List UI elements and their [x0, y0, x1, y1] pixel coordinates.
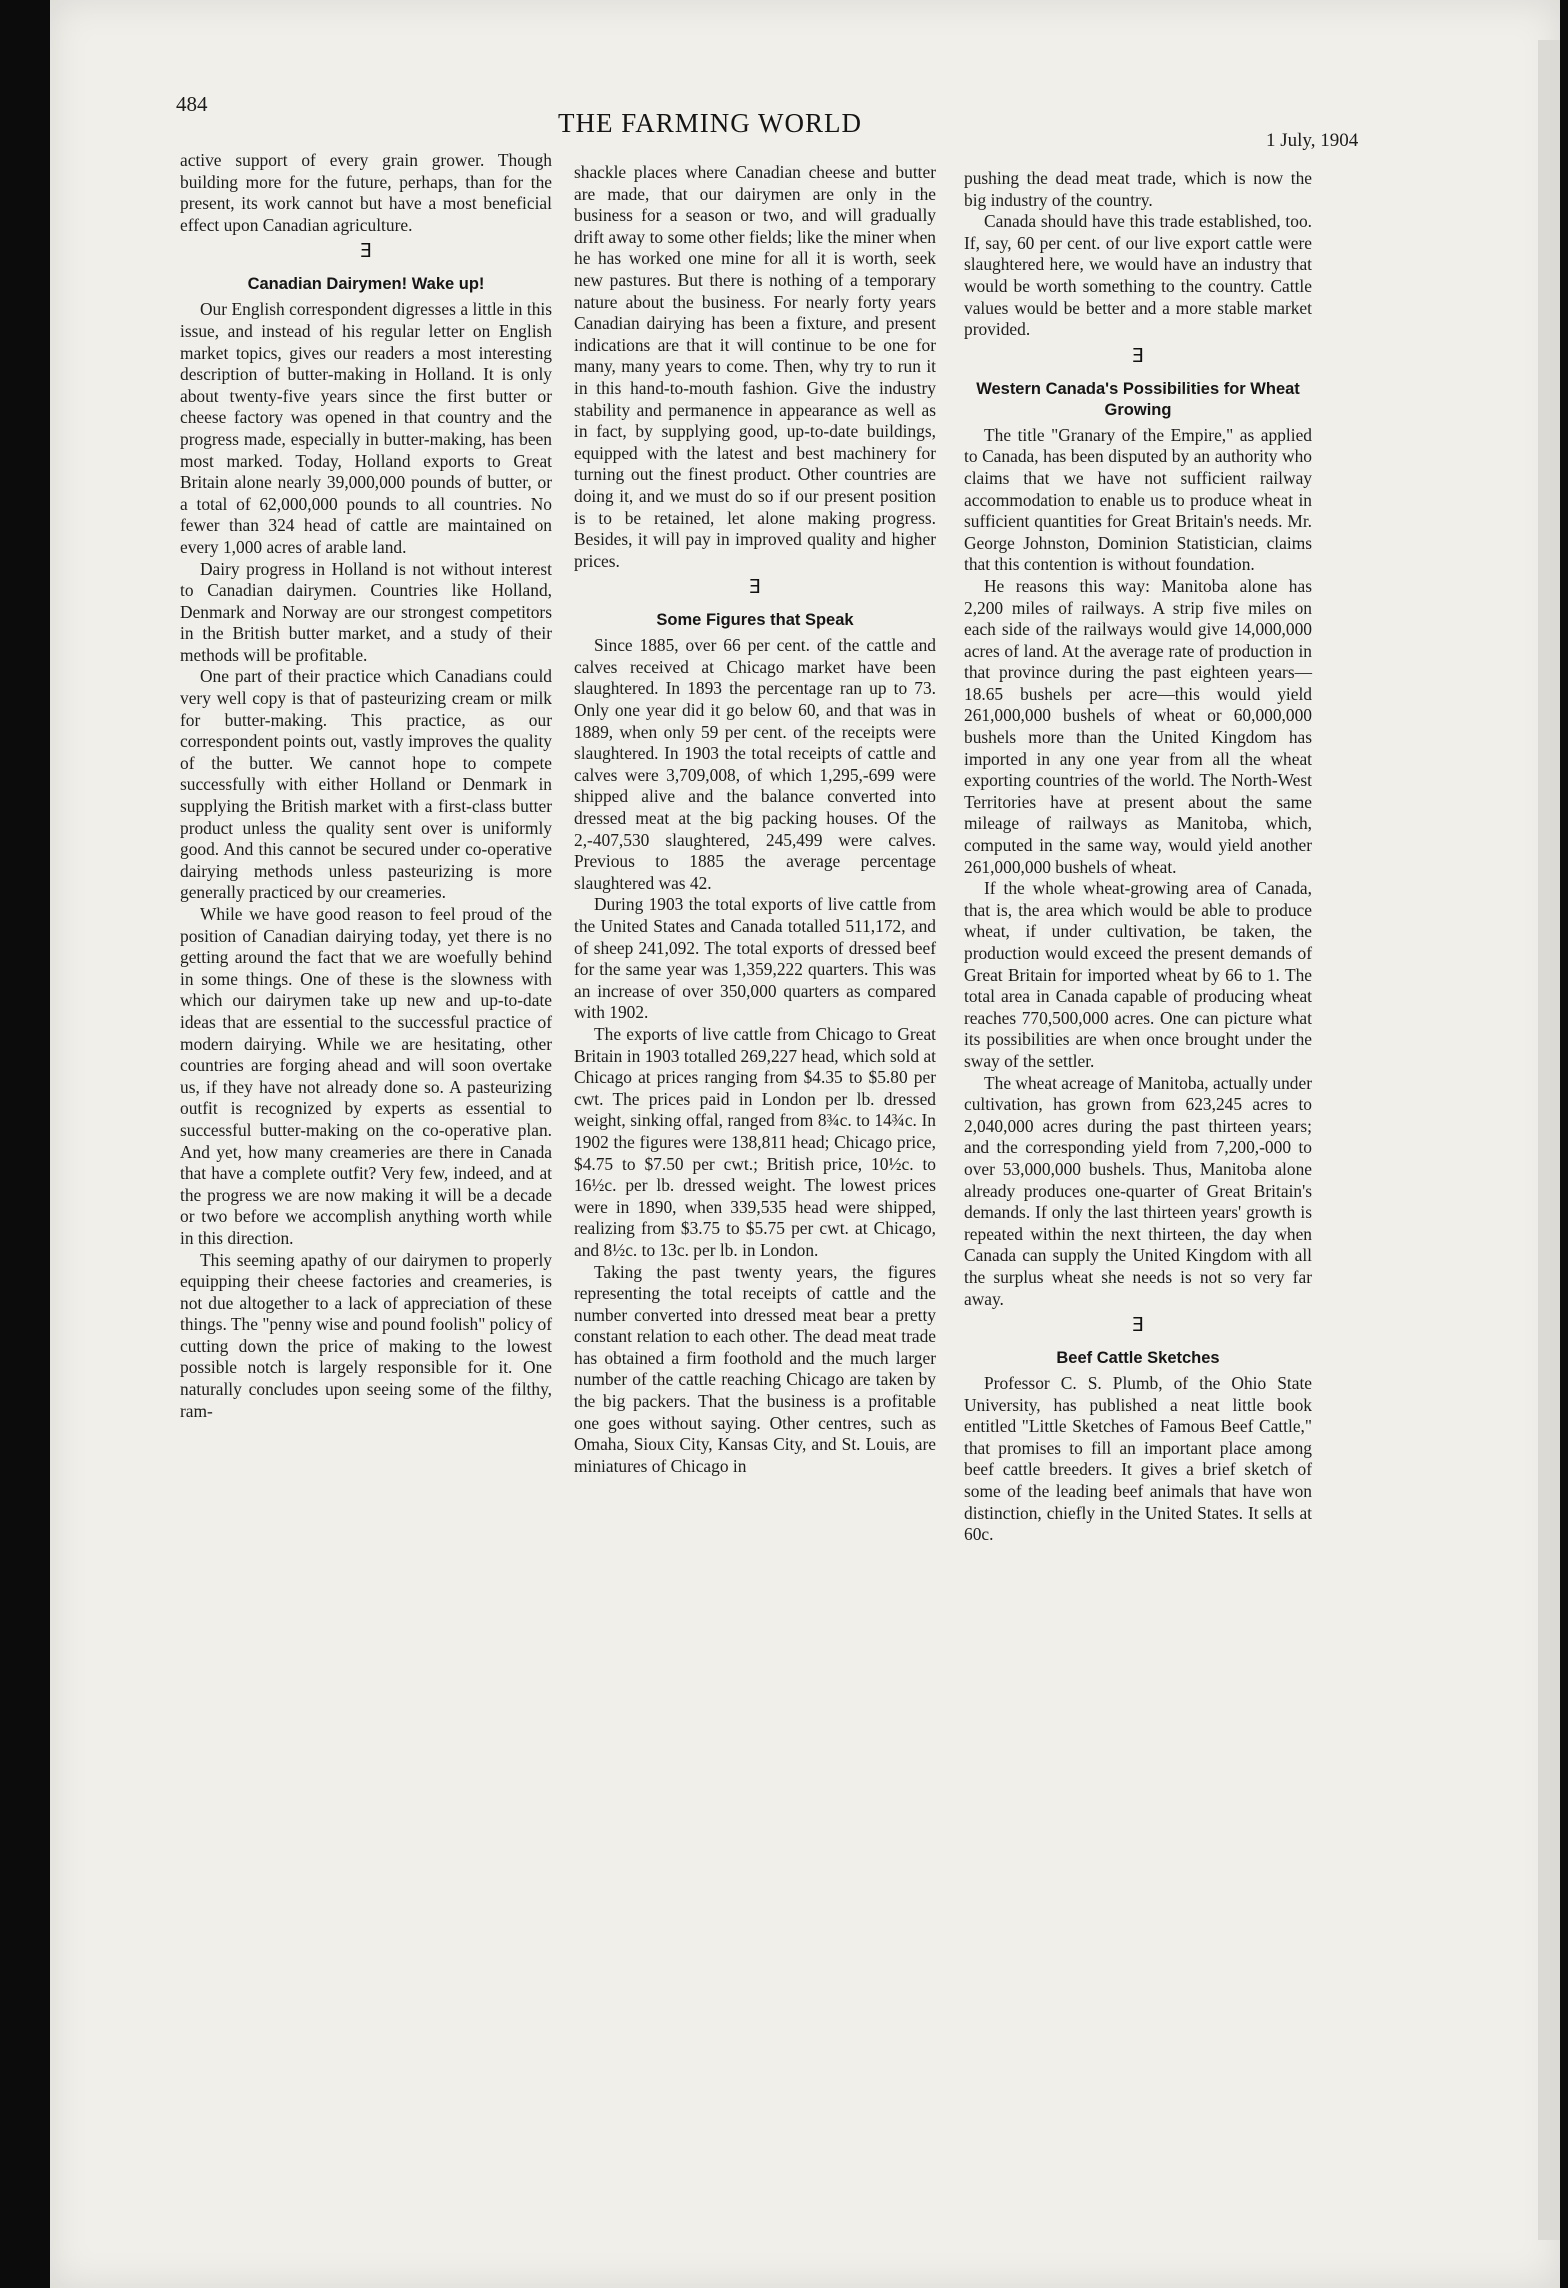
paragraph: While we have good reason to feel proud of the position of Canadian dairying today, yet there is no getting around the fact that we are woefully behind in some things. One of these is the slowness with which our dairymen take up new and up-to-date ideas that are essential to the successful practice of modern dairying. While we are hesitating, other countries are forging ahead and will soon overtake us, if they have not already done so. A pasteurizing outfit is recognized by experts as essential to successful butter-making on the co-operative plan. And yet, how many creameries are there in Canada that have a complete outfit? Very few, indeed, and at the progress we are now making it will be a decade or two before we accomplish anything worth while in this direction.	[180, 904, 552, 1248]
masthead: THE FARMING WORLD	[558, 108, 862, 138]
paragraph: Since 1885, over 66 per cent. of the cattle and calves received at Chicago market have been slaughtered. In 1893 the percentage ran up to 73. Only one year did it go below 60, and that was in 1889, when only 59 per cent. of the receipts were slaughtered. In 1903 the total receipts of cattle and calves were 3,709,008, of which 1,295,-699 were shipped alive and the balance converted into dressed meat at the big packing houses. Of the 2,-407,530 slaughtered, 245,499 were calves. Previous to 1885 the average percentage slaughtered was 42.	[574, 635, 936, 893]
paragraph: The title "Granary of the Empire," as applied to Canada, has been disputed by an authority who claims that we have not sufficient railway accommodation to enable us to produce wheat in sufficient quantities for Great Britain's needs. Mr. George Johnston, Dominion Statistician, claims that this contention is without foundation.	[964, 424, 1312, 575]
paragraph: If the whole wheat-growing area of Canada, that is, the area which would be able to produce wheat, if under cultivation, be taken, the production would exceed the present demands of Great Britain for imported wheat by 66 to 1. The total area in Canada capable of producing wheat reaches 770,500,000 acres. One can picture what its possibilities are when once brought under the sway of the settler.	[964, 878, 1312, 1071]
section-ornament-icon: ⴺ	[359, 241, 372, 263]
paragraph: One part of their practice which Canadians could very well copy is that of pasteurizing cream or milk for butter-making. This practice, as our correspondent points out, vastly improves the quality of the butter. We cannot hope to compete successfully with either Holland or Denmark in supplying the British market with a first-class butter product unless the quality sent over is uniformly good. And this cannot be secured under co-operative dairying methods unless pasteurizing is more generally practiced by our creameries.	[180, 666, 552, 903]
column-2	[574, 162, 936, 1477]
paragraph: The wheat acreage of Manitoba, actually under cultivation, has grown from 623,245 acres to 2,040,000 acres during the past thirteen years; and the corresponding yield from 7,200,-000 to over 53,000,000 bushels. Thus, Manitoba alone already produces one-quarter of Great Britain's demands. If only the last thirteen years' growth is repeated within the next thirteen, the day when Canada can supply the United Kingdom with all the surplus wheat she needs is not so very far away.	[964, 1072, 1312, 1309]
paragraph: Our English correspondent digresses a little in this issue, and instead of his regular letter on English market topics, gives our readers a most interesting description of butter-making in Holland. It is only about twenty-five years since the first butter or cheese factory was opened in that country and the progress made, especially in butter-making, has been most marked. Today, Holland exports to Great Britain alone nearly 39,000,000 pounds of butter, or a total of 62,000,000 pounds to all countries. No fewer than 324 head of cattle are maintained on every 1,000 acres of arable land.	[180, 299, 552, 557]
paragraph: Canada should have this trade established, too. If, say, 60 per cent. of our live export cattle were slaughtered here, we would have an industry that would be worth something to the country. Cattle values would be better and a more stable market provided.	[964, 211, 1312, 340]
paragraph: He reasons this way: Manitoba alone has 2,200 miles of railways. A strip five miles on each side of the railways would give 14,000,000 acres of land. At the average rate of production in that province during the past eighteen years—18.65 bushels per acre—this would yield 261,000,000 bushels of wheat or 60,000,000 bushels more than the United Kingdom has imported in any one year from all the wheat exporting countries of the world. The North-West Territories have at present about the same mileage of railways as Manitoba, which, computed in the same way, would yield another 261,000,000 bushels of wheat.	[964, 575, 1312, 877]
paragraph: Taking the past twenty years, the figures representing the total receipts of cattle and the number converted into dressed meat bear a pretty constant relation to each other. The dead meat trade has obtained a firm foothold and the much larger number of the cattle reaching Chicago are taken by the big packers. That the business is a profitable one goes without saying. Other centres, such as Omaha, Sioux City, Kansas City, and St. Louis, are miniatures of Chicago in	[574, 1261, 936, 1476]
section-ornament-icon: ⴺ	[1131, 1315, 1144, 1337]
paragraph: This seeming apathy of our dairymen to properly equipping their cheese factories and creameries, is not due altogether to a lack of appreciation of these things. The "penny wise and pound foolish" policy of cutting down the price of making to the lowest possible notch is largely responsible for it. One naturally concludes upon seeing some of the filthy, ram-	[180, 1249, 552, 1421]
heading-beef-cattle: Beef Cattle Sketches	[1056, 1349, 1220, 1368]
heading-canadian-dairymen: Canadian Dairymen! Wake up!	[247, 275, 485, 294]
section-ornament-icon: ⴺ	[748, 577, 761, 599]
column-3-intro: pushing the dead meat trade, which is now the big industry of the country.	[964, 168, 1312, 210]
column-3	[964, 168, 1312, 1546]
column-1	[180, 150, 552, 1422]
page-number: 484	[176, 92, 208, 116]
page-edge	[1538, 40, 1560, 2240]
paragraph: Dairy progress in Holland is not without interest to Canadian dairymen. Countries like Holland, Denmark and Norway are our strongest competitors in the British butter market, and a study of their methods will be profitable.	[180, 558, 552, 665]
paragraph: During 1903 the total exports of live cattle from the United States and Canada totalled 511,172, and of sheep 241,092. The total exports of dressed beef for the same year was 1,359,222 quarters. This was an increase of over 350,000 quarters as compared with 1902.	[574, 894, 936, 1023]
paragraph: Professor C. S. Plumb, of the Ohio State University, has published a neat little book entitled "Little Sketches of Famous Beef Cattle," that promises to fill an important place among beef cattle breeders. It gives a brief sketch of some of the leading beef animals that have won distinction, chiefly in the United States. It sells at 60c.	[964, 1373, 1312, 1545]
section-ornament-icon: ⴺ	[1131, 345, 1144, 367]
heading-western-canada: Western Canada's Possibilities for Wheat Growing	[976, 379, 1300, 419]
column-1-intro: active support of every grain grower. Though building more for the future, perhaps, than for the present, its work cannot but have a most beneficial effect upon Canadian agriculture.	[180, 150, 552, 235]
issue-date: 1 July, 1904	[1266, 130, 1359, 151]
column-2-intro: shackle places where Canadian cheese and butter are made, that our dairymen are only in the business for a season or two, and will gradually drift away to some other fields; like the miner when he has worked one mine for all it is worth, seek new pastures. But there is nothing of a temporary nature about the business. For nearly forty years Canadian dairying has been a fixture, and present indications are that it will continue to be one for many, many years to come. Then, why try to run it in this hand-to-mouth fashion. Give the industry stability and permanence in appearance as well as in fact, by supplying good, up-to-date buildings, equipped with the latest and best machinery for turning out the finest product. Other countries are doing it, and we must do so if our present position is to be retained, let alone making progress. Besides, it will pay in improved quality and higher prices.	[574, 162, 936, 571]
paragraph: The exports of live cattle from Chicago to Great Britain in 1903 totalled 269,227 head, which sold at Chicago at prices ranging from $4.35 to $5.80 per cwt. The prices paid in London per lb. dressed weight, sinking offal, ranged from 8¾c. to 14¾c. In 1902 the figures were 138,811 head; Chicago price, $4.75 to $7.50 per cwt.; British price, 10½c. to 16½c. per lb. dressed weight. The lowest prices were in 1890, when 339,535 head were shipped, realizing from $3.75 to $5.75 per cwt. at Chicago, and 8½c. to 13c. per lb. in London.	[574, 1023, 936, 1260]
heading-some-figures: Some Figures that Speak	[656, 611, 854, 630]
